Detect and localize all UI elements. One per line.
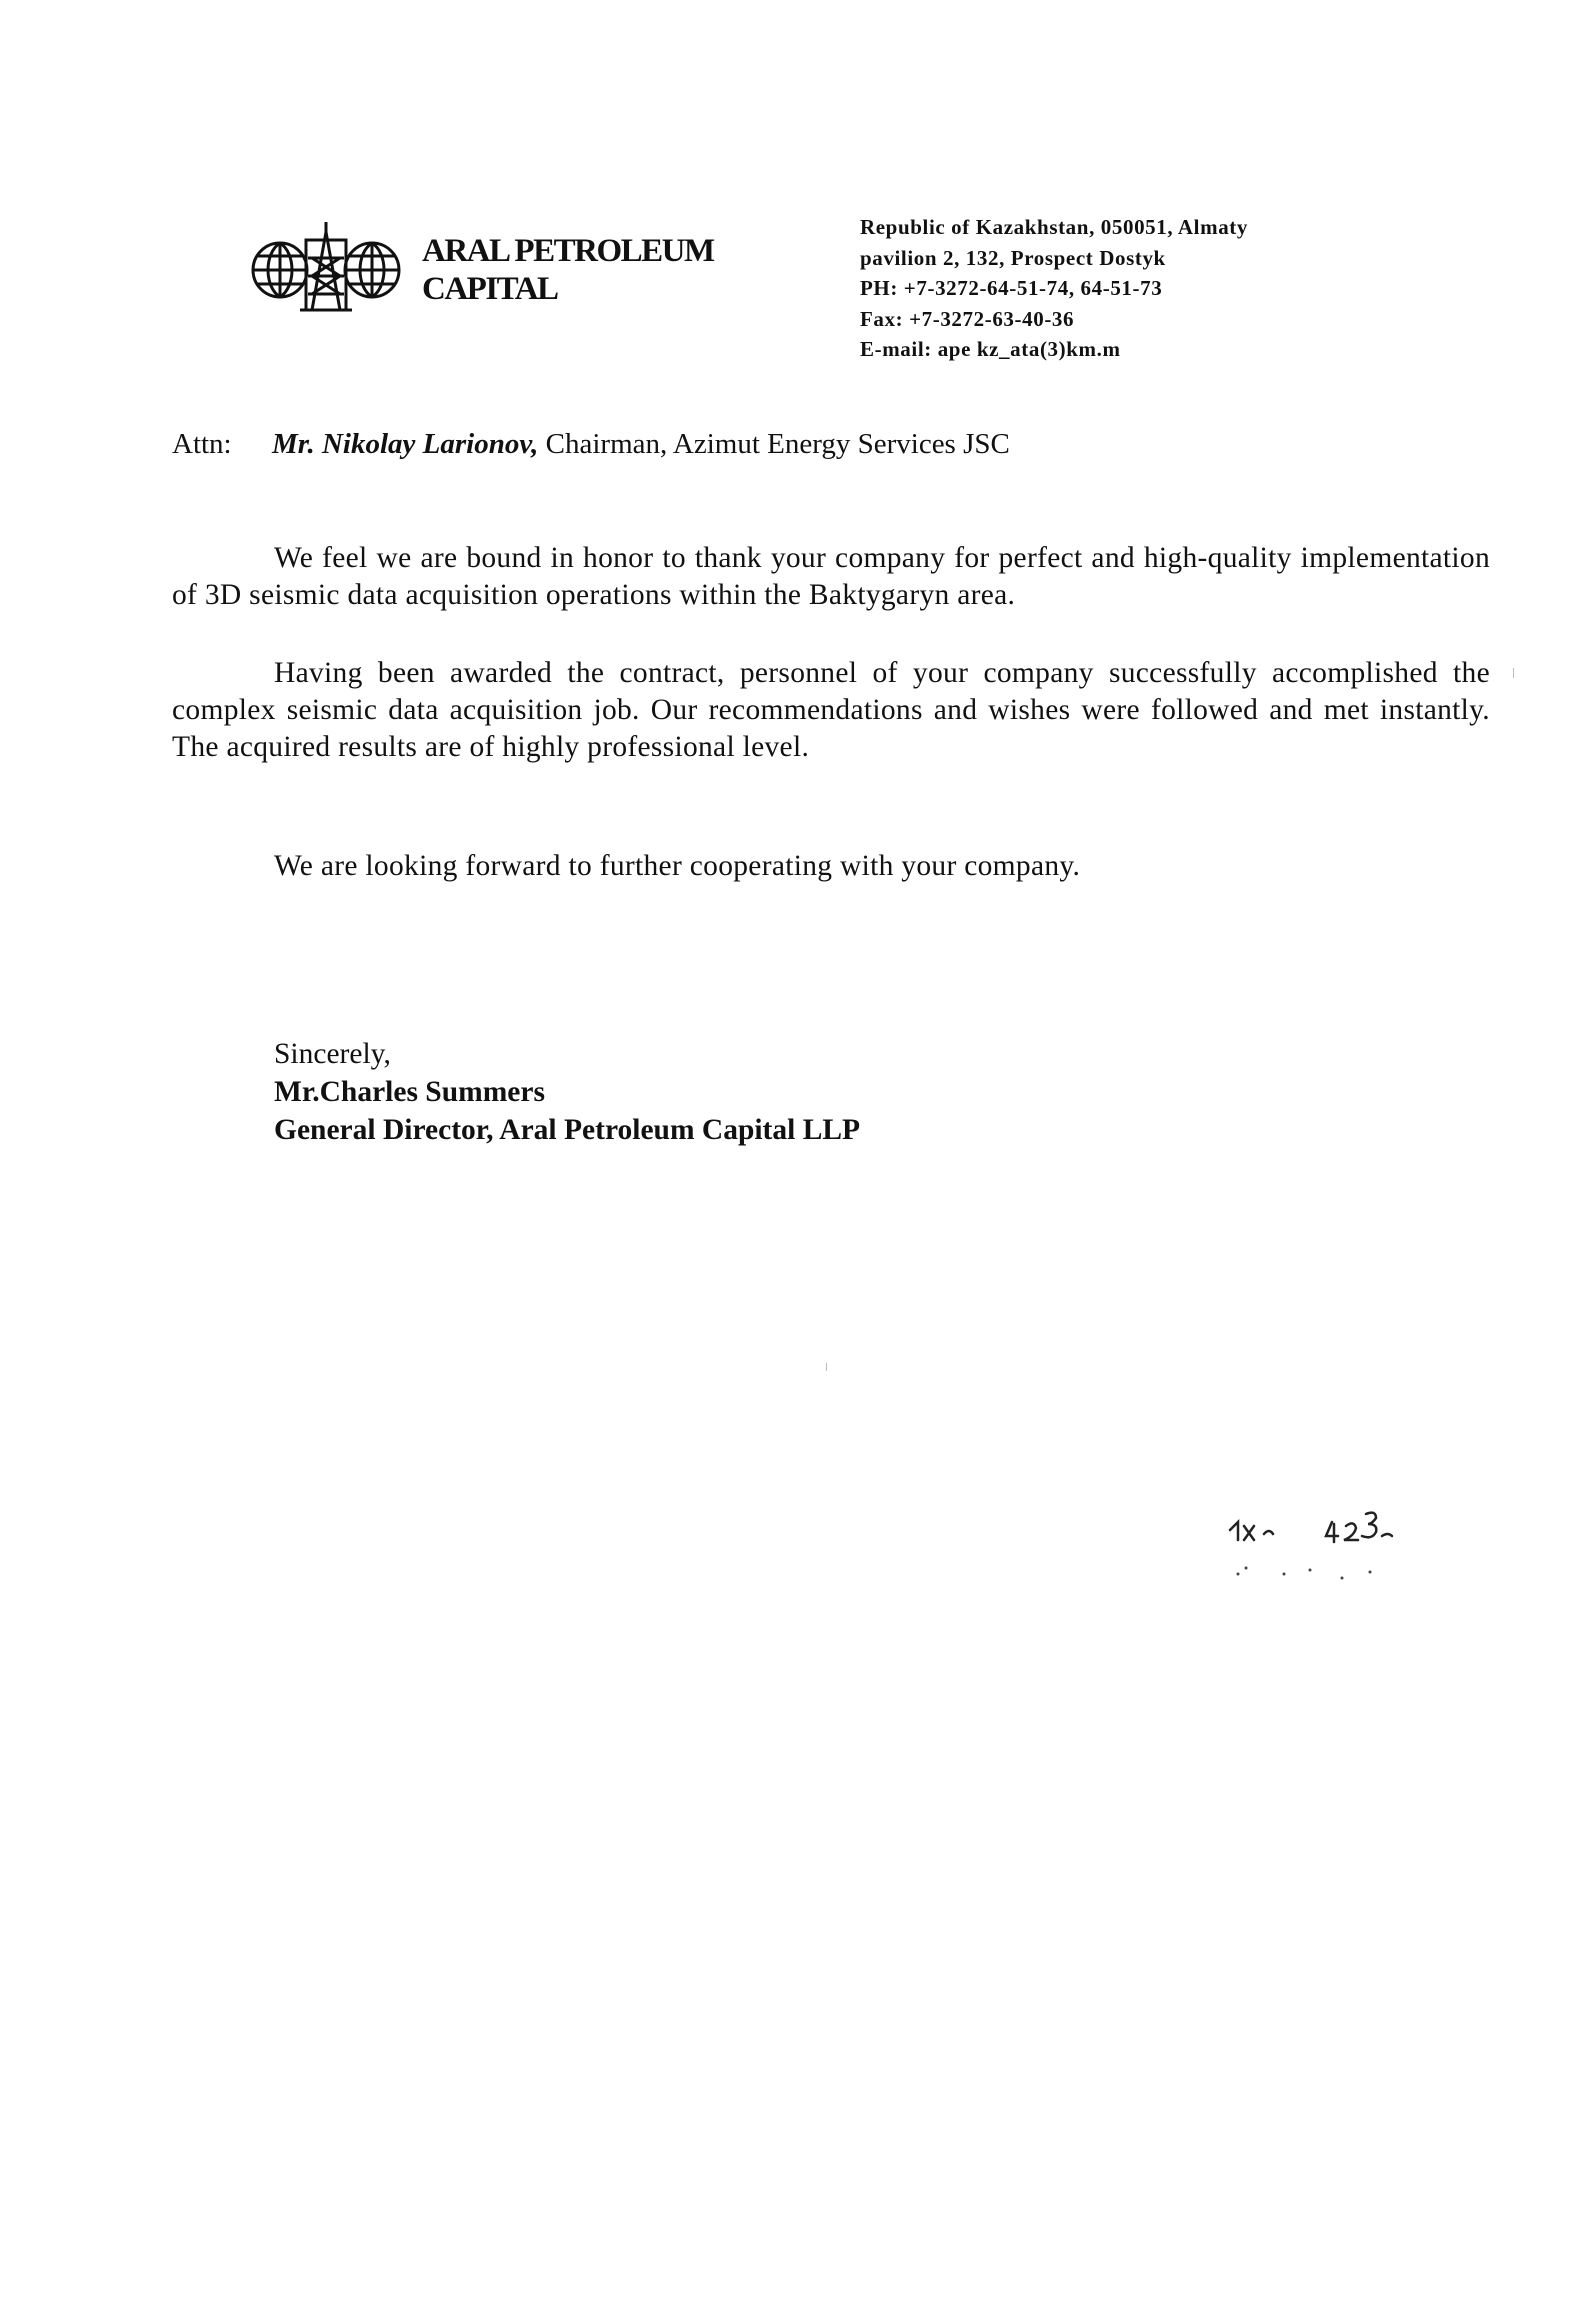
company-name-line1: ARAL PETROLEUM xyxy=(422,233,714,269)
signature-block xyxy=(274,1035,860,1149)
phone-line: PH: +7-3272-64-51-74, 64-51-73 xyxy=(860,276,1163,300)
fax-line: Fax: +7-3272-63-40-36 xyxy=(860,306,1075,331)
company-name xyxy=(422,232,714,308)
recipient-name: Mr. Nikolay Larionov, xyxy=(272,428,539,460)
scan-speck xyxy=(1513,668,1514,678)
recipient-position: Chairman, Azimut Energy Services JSC xyxy=(538,428,1010,460)
handwritten-mark-icon xyxy=(1220,1500,1460,1600)
closing-salutation: Sincerely, xyxy=(274,1038,391,1070)
body-paragraph-3: We are looking forward to further cooperating with your company. xyxy=(274,850,1081,882)
signer-title: General Director, Aral Petroleum Capital LLP xyxy=(274,1114,861,1146)
scan-speck xyxy=(826,1363,827,1371)
body-paragraph-2: Having been awarded the contract, personnel of your company successfully accomplished the complex seismic data acquisition job. Our recommendations and wishes were followed and met instantly. The acquired results are of highly professional level. xyxy=(172,657,1490,763)
address-line: Republic of Kazakhstan, 050051, Almaty xyxy=(860,215,1248,239)
email-line: E-mail: ape kz_ata(3)km.m xyxy=(860,337,1121,361)
signer-name: Mr.Charles Summers xyxy=(274,1076,545,1108)
address-line: pavilion 2, 132, Prospect Dostyk xyxy=(860,245,1166,270)
company-address-block xyxy=(860,212,1248,365)
company-name-line2: CAPITAL xyxy=(422,271,558,307)
attn-line xyxy=(172,428,1010,461)
body-paragraph-1: We feel we are bound in honor to thank your company for perfect and high-quality implementation of 3D seismic data acquisition operations within the Baktygaryn area. xyxy=(172,542,1490,611)
company-logo-icon xyxy=(250,218,402,322)
attn-label: Attn: xyxy=(172,428,232,460)
